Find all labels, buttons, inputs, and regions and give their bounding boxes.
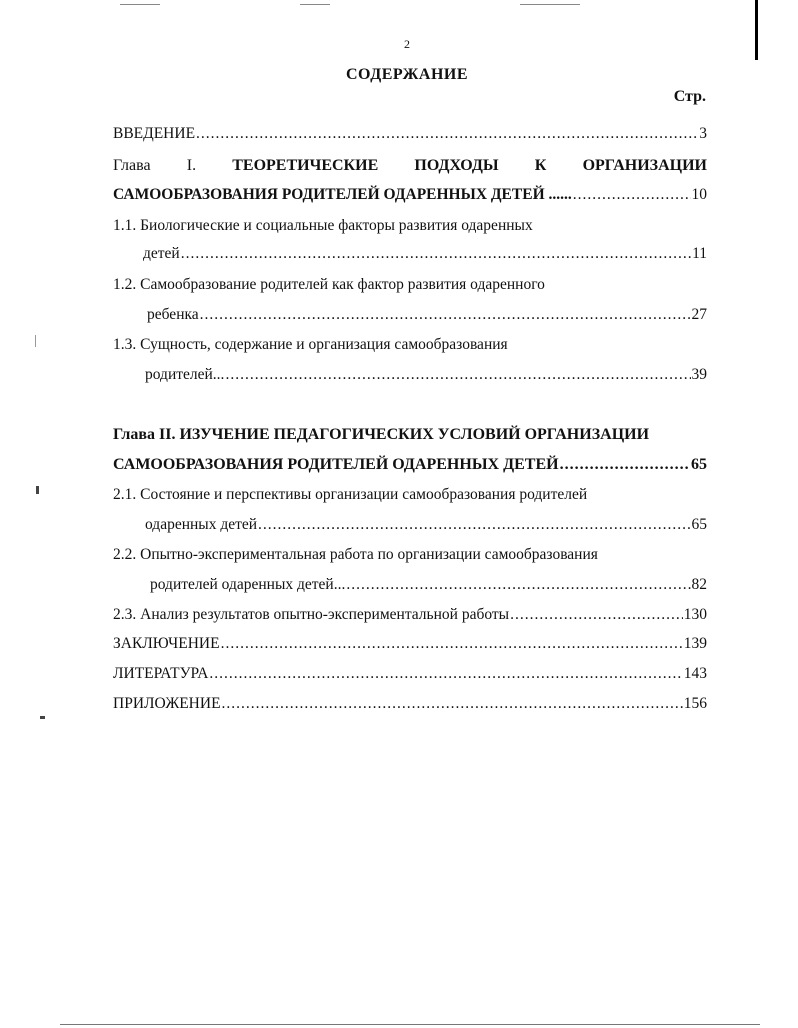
- toc-entry-label: ребенка: [147, 306, 199, 323]
- toc-leader-dots: [258, 515, 690, 535]
- toc-leader-dots: [221, 634, 683, 654]
- toc-leader-dots: [200, 305, 691, 325]
- toc-entry-page: 143: [683, 665, 707, 682]
- page-number: 2: [404, 37, 410, 51]
- toc-entry-label: родителей...: [145, 366, 225, 383]
- toc-entry-label: ВВЕДЕНИЕ: [113, 125, 196, 142]
- toc-leader-dots: [196, 124, 698, 144]
- toc-entry-s23: [113, 605, 707, 625]
- toc-chapter2-line1: Глава II. ИЗУЧЕНИЕ ПЕДАГОГИЧЕСКИХ УСЛОВИЙ ОРГАНИЗАЦИИ: [113, 426, 650, 443]
- toc-s22-line2: [150, 575, 707, 595]
- toc-chapter1-line2: [113, 185, 707, 205]
- toc-entry-literature: [113, 664, 707, 684]
- chapter1-word: ТЕОРЕТИЧЕСКИЕ: [232, 157, 379, 174]
- page-column-label: Стр.: [673, 88, 706, 105]
- scan-edge-top-3: [520, 4, 580, 5]
- toc-entry-label: САМООБРАЗОВАНИЯ РОДИТЕЛЕЙ ОДАРЕННЫХ ДЕТЕЙ ......: [113, 186, 572, 203]
- toc-s13-line2: [145, 365, 707, 385]
- toc-entry-label: ЗАКЛЮЧЕНИЕ: [113, 635, 220, 652]
- toc-entry-label: родителей одаренных детей...: [150, 576, 346, 593]
- toc-leader-dots: [222, 694, 683, 714]
- toc-s13-line1: 1.3. Сущность, содержание и организация самообразования: [113, 336, 508, 353]
- toc-entry-label: ЛИТЕРАТУРА: [113, 665, 209, 682]
- toc-s11-line2: [143, 244, 707, 264]
- scan-edge-top-2: [300, 4, 330, 5]
- toc-s21-line1: 2.1. Состояние и перспективы организации самообразования родителей: [113, 486, 588, 503]
- toc-s12-line1: 1.2. Самообразование родителей как фактор развития одаренного: [113, 276, 545, 293]
- toc-leader-dots: [560, 455, 690, 475]
- toc-leader-dots: [209, 664, 682, 684]
- toc-entry-page: 65: [691, 516, 707, 533]
- toc-s11-line1: 1.1. Биологические и социальные факторы развития одаренных: [113, 217, 533, 234]
- toc-entry-page: 156: [683, 695, 707, 712]
- toc-chapter2-line2: [113, 455, 707, 475]
- scan-mark-left-1: [36, 486, 39, 494]
- scan-edge-top: [120, 4, 160, 5]
- toc-leader-dots: [346, 575, 690, 595]
- page-title: СОДЕРЖАНИЕ: [345, 66, 469, 83]
- toc-entry-page: 130: [683, 606, 707, 623]
- toc-entry-intro: [113, 124, 707, 144]
- toc-entry-label: 2.3. Анализ результатов опытно-экспериментальной работы: [113, 606, 510, 623]
- toc-entry-page: 39: [691, 366, 707, 383]
- toc-entry-appendix: [113, 694, 707, 714]
- toc-leader-dots: [225, 365, 690, 385]
- toc-entry-page: 82: [691, 576, 707, 593]
- toc-leader-dots: [573, 185, 691, 205]
- toc-leader-dots: [181, 244, 691, 264]
- toc-entry-page: 11: [692, 245, 707, 262]
- toc-leader-dots: [510, 605, 683, 625]
- scan-mark-left-2: [40, 716, 45, 719]
- toc-entry-conclusion: [113, 634, 707, 654]
- toc-s22-line1: 2.2. Опытно-экспериментальная работа по организации самообразования: [113, 546, 598, 563]
- chapter1-word: ОРГАНИЗАЦИИ: [582, 157, 707, 174]
- toc-entry-label: детей: [143, 245, 180, 262]
- toc-entry-label: ПРИЛОЖЕНИЕ: [113, 695, 221, 712]
- toc-entry-page: 139: [683, 635, 707, 652]
- chapter1-word: К: [534, 157, 547, 174]
- scan-mark-left-3: [35, 335, 36, 347]
- toc-entry-page: 3: [699, 125, 707, 142]
- toc-entry-page: 10: [691, 186, 707, 203]
- toc-s21-line2: [145, 515, 707, 535]
- chapter1-word: I.: [186, 157, 197, 174]
- toc-s12-line2: [147, 305, 707, 325]
- chapter1-word: ПОДХОДЫ: [414, 157, 499, 174]
- chapter1-word: Глава: [113, 157, 151, 174]
- toc-entry-label: одаренных детей: [145, 516, 258, 533]
- scan-edge-bottom: [60, 1024, 760, 1025]
- toc-entry-page: 27: [691, 306, 707, 323]
- toc-entry-label: САМООБРАЗОВАНИЯ РОДИТЕЛЕЙ ОДАРЕННЫХ ДЕТЕЙ: [113, 456, 559, 473]
- toc-chapter1-line1: [113, 156, 707, 176]
- toc-entry-page: 65: [691, 456, 707, 473]
